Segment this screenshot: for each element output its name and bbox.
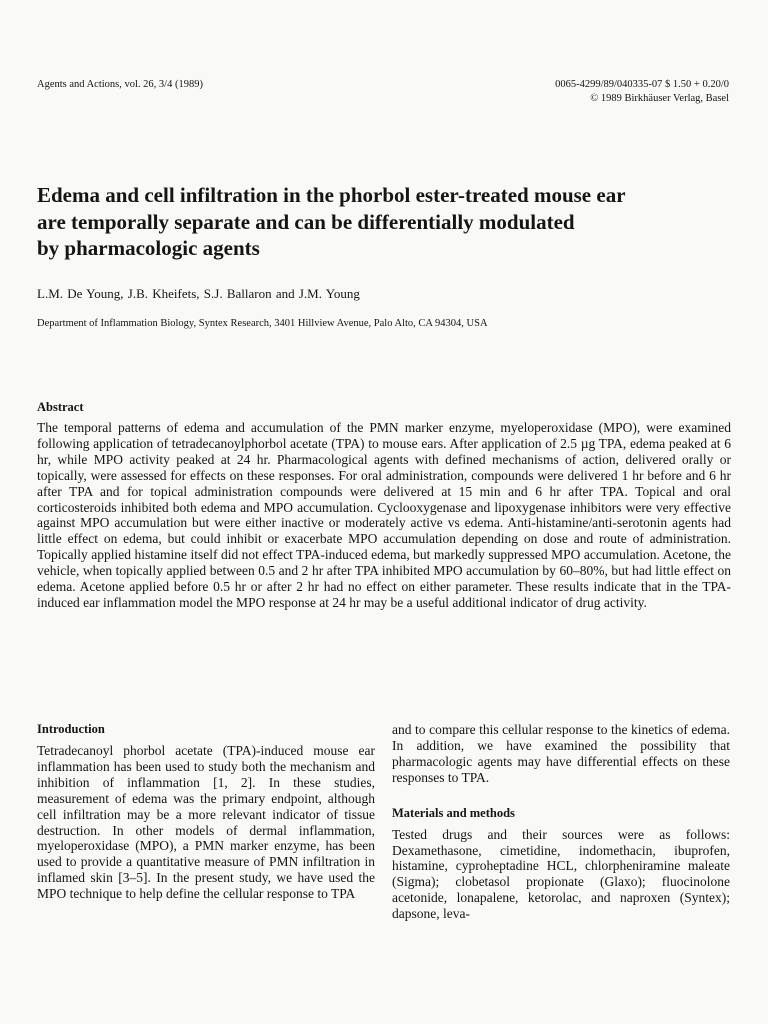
methods-heading: Materials and methods <box>392 805 515 820</box>
abstract-heading: Abstract <box>37 400 84 414</box>
introduction-text: Tetradecanoyl phorbol acetate (TPA)-induced mouse ear inflammation has been used to study both the mechanism and inhibition of inflammation [1, 2]. In these studies, measurement of edema was the primary endpoint, although cell infiltration may be a more relevant indicator of tissue destruction. In other models of dermal inflammation, myeloperoxidase (MPO), a PMN marker enzyme, has been used to provide a quantitative measure of PMN infiltration in inflamed skin [3–5]. In the present study, we have used the MPO technique to help define the cellular response to TPA <box>37 743 375 902</box>
paper-title <box>37 182 737 262</box>
title-line: by pharmacologic agents <box>37 236 260 260</box>
affiliation: Department of Inflammation Biology, Syntex Research, 3401 Hillview Avenue, Palo Alto, CA 94304, USA <box>37 318 488 329</box>
copyright-block <box>555 78 729 106</box>
left-column <box>37 722 375 902</box>
copyright-line: © 1989 Birkhäuser Verlag, Basel <box>590 93 729 104</box>
introduction-heading: Introduction <box>37 722 105 736</box>
introduction-continued-text: and to compare this cellular response to the kinetics of edema. In addition, we have examined the possibility that pharmacologic agents may have differential effects on these responses to TPA. <box>392 722 730 785</box>
right-column <box>392 722 730 922</box>
title-line: Edema and cell infiltration in the phorbol ester-treated mouse ear <box>37 183 626 207</box>
journal-citation: Agents and Actions, vol. 26, 3/4 (1989) <box>37 79 203 90</box>
methods-text: Tested drugs and their sources were as follows: Dexamethasone, cimetidine, indomethacin, ibuprofen, histamine, cyproheptadine HCL, chlorpheniramine maleate (Sigma); clobetasol propionate (Glaxo); fluocinolone acetonide, lonapalene, ketorolac, and naproxen (Syntex); dapsone, leva- <box>392 826 730 922</box>
title-line: are temporally separate and can be differentially modulated <box>37 209 575 234</box>
issn-code: 0065-4299/89/040335-07 $ 1.50 + 0.20/0 <box>555 79 729 90</box>
abstract-text: The temporal patterns of edema and accumulation of the PMN marker enzyme, myeloperoxidase (MPO), were examined following application of tetradecanoylphorbol acetate (TPA) to mouse ears. After application of 2.5 µg TPA, edema peaked at 6 hr, while MPO activity peaked at 24 hr. Pharmacological agents with defined mechanisms of action, delivered orally or topically, were assessed for effects on these responses. For oral administration, compounds were delivered 1 hr before and 6 hr after TPA and for topical administration compounds were delivered at 15 min and 6 hr after TPA. Topical and oral corticosteroids inhibited both edema and MPO accumulation. Cyclooxygenase and lipoxygenase inhibitors were very effective against MPO accumulation but were either inactive or moderately active vs edema. Anti-histamine/anti-serotonin agents had little effect on edema, but could inhibit or exacerbate MPO accumulation depending on dose and route of administration. Topically applied histamine itself did not effect TPA-induced edema, but markedly suppressed MPO accumulation. Acetone, the vehicle, when topically applied between 0.5 and 2 hr after TPA inhibited MPO accumulation by 60–80%, but had little effect on edema. Acetone applied before 0.5 hr or after 2 hr had no effect on either parameter. These results indicate that in the TPA-induced ear inflammation model the MPO response at 24 hr may be a useful additional indicator of drug activity. <box>37 420 731 610</box>
author-list: L.M. De Young, J.B. Kheifets, S.J. Ballaron and J.M. Young <box>37 286 360 301</box>
